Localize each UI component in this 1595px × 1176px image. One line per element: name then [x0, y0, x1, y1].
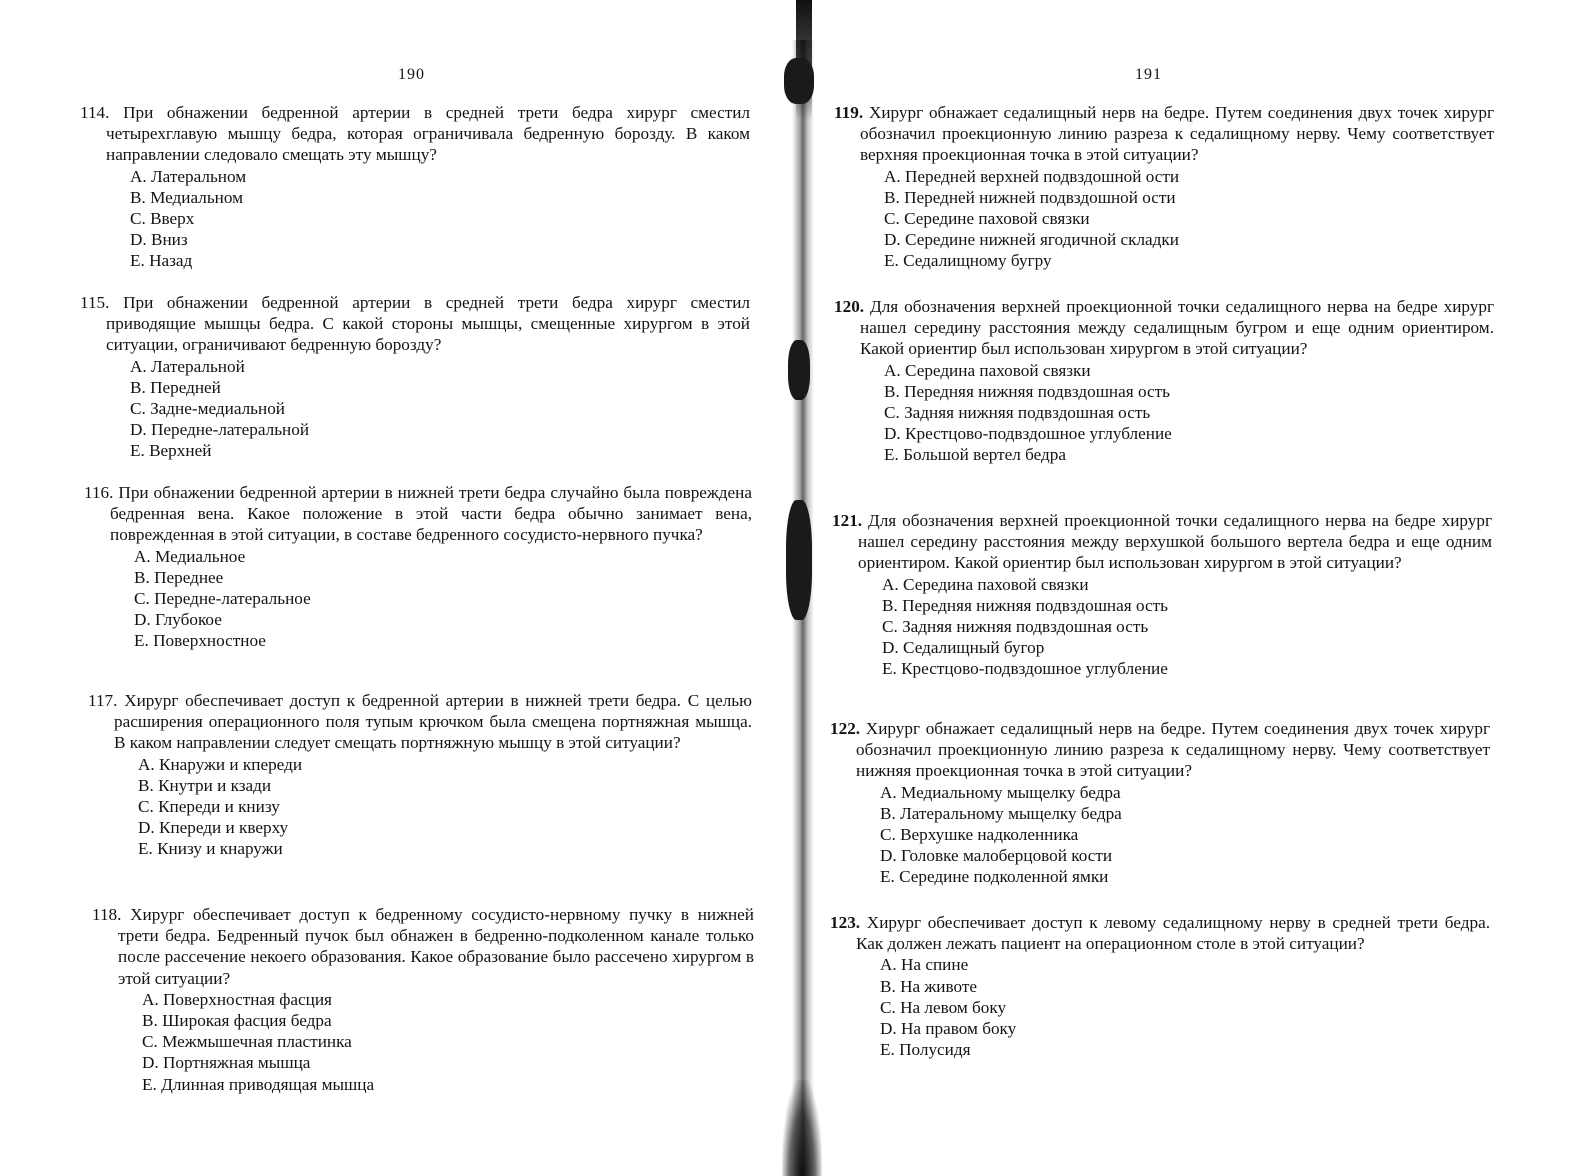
option-b: B. Широкая фасция бедра — [142, 1011, 332, 1031]
option-b: B. Передняя нижняя подвздошная ость — [884, 381, 1170, 401]
question-text: При обнажении бедренной артерии в средней трети бедра хирург сместил приводящие мышцы бедра. С какой стороны мышцы, смещенные хирургом в этой ситуации, ограничивают бедренную борозду? — [106, 293, 750, 355]
question-121 — [832, 510, 1492, 680]
option-d: D. Глубокое — [134, 610, 222, 630]
option-c: C. Межмышечная пластинка — [142, 1032, 352, 1052]
option-a: A. Середина паховой связки — [884, 360, 1091, 380]
question-114 — [80, 102, 750, 272]
question-122 — [830, 718, 1490, 888]
question-text: Хирург обеспечивает доступ к бедренному сосудисто-нервному пучку в нижней трети бедра. Бедренный пучок был обнажен в бедренно-подколенном канале только после рассечение некоего образования. Какое образование было рассечено хирургом в этой ситуации? — [118, 905, 754, 988]
question-text: При обнажении бедренной артерии в нижней трети бедра случайно была повреждена бедренная вена. Какое положение в этой части бедра обычно занимает вена, поврежденная в этой ситуации, в составе бедренного сосудисто-нервного пучка? — [110, 483, 753, 545]
option-d: D. Седалищный бугор — [882, 638, 1045, 658]
option-c: C. Кпереди и книзу — [138, 797, 280, 817]
option-d: D. Передне-латеральной — [130, 420, 310, 440]
option-a: A. Кнаружи и кпереди — [138, 754, 303, 774]
question-number: 117. — [88, 691, 118, 710]
option-a: A. Медиальному мыщелку бедра — [880, 782, 1121, 802]
answer-options — [830, 782, 1490, 888]
option-b: B. Передней нижней подвздошной ости — [884, 187, 1176, 207]
option-b: B. Передней — [130, 377, 221, 397]
question-number: 121. — [832, 511, 863, 530]
question-number: 119. — [834, 103, 864, 122]
option-d: D. Головке малоберцовой кости — [880, 846, 1113, 866]
option-b: B. Латеральному мыщелку бедра — [880, 803, 1122, 823]
option-c: C. Передне-латеральное — [134, 589, 311, 609]
option-b: B. Переднее — [134, 567, 224, 587]
option-c: C. Верхушке надколенника — [880, 825, 1079, 845]
option-e: E. Длинная приводящая мышца — [142, 1074, 375, 1094]
option-c: C. Вверх — [130, 209, 195, 229]
option-e: E. Поверхностное — [134, 631, 266, 651]
question-number: 122. — [830, 719, 861, 738]
right-page — [800, 0, 1595, 1176]
question-text: При обнажении бедренной артерии в средней трети бедра хирург сместил четырехглавую мышцу бедра, которая ограничивала бедренную борозду. В каком направлении следовало смещать эту мышцу? — [106, 103, 750, 165]
answer-options — [832, 574, 1492, 680]
answer-options — [80, 166, 750, 272]
question-number: 115. — [80, 293, 110, 312]
question-text: Хирург обеспечивает доступ к бедренной артерии в нижней трети бедра. С целью расширения операционного поля тупым крючком была смещена портняжная мышца. В каком направлении следует смещать портняжную мышцу в этой ситуации? — [114, 691, 752, 753]
option-e: E. Крестцово-подвздошное углубление — [882, 659, 1168, 679]
question-number: 114. — [80, 103, 110, 122]
option-d: D. Портняжная мышца — [142, 1053, 311, 1073]
option-c: C. Задняя нижняя подвздошная ость — [884, 403, 1151, 423]
question-115 — [80, 292, 750, 462]
question-number: 123. — [830, 913, 861, 932]
option-d: D. Середине нижней ягодичной складки — [884, 230, 1179, 250]
question-text: Для обозначения верхней проекционной точки седалищного нерва на бедре хирург нашел середину расстояния между верхушкой большого вертела бедра и еще одним ориентиром. Какой ориентир был использован хирургом в этой ситуации? — [858, 511, 1492, 573]
option-c: C. Задне-медиальной — [130, 399, 286, 419]
option-e: E. Большой вертел бедра — [884, 445, 1066, 465]
answer-options — [834, 166, 1494, 272]
question-117 — [88, 690, 752, 860]
option-a: A. Латеральном — [130, 166, 247, 186]
page-number: 190 — [398, 66, 425, 83]
option-d: D. Вниз — [130, 230, 188, 250]
question-text: Хирург обеспечивает доступ к левому седалищному нерву в средней трети бедра. Как должен лежать пациент на операционном столе в этой ситуации? — [856, 913, 1490, 954]
option-e: E. Назад — [130, 251, 193, 271]
question-number: 120. — [834, 297, 865, 316]
question-number: 116. — [84, 483, 114, 502]
option-c: C. Середине паховой связки — [884, 209, 1090, 229]
option-a: A. Поверхностная фасция — [142, 989, 332, 1009]
question-119 — [834, 102, 1494, 272]
answer-options — [92, 989, 754, 1095]
left-page — [0, 0, 790, 1176]
option-b: B. На животе — [880, 976, 977, 996]
question-123 — [830, 912, 1490, 1060]
answer-options — [830, 954, 1490, 1060]
option-b: B. Медиальном — [130, 187, 243, 207]
answer-options — [88, 754, 752, 860]
question-text: Хирург обнажает седалищный нерв на бедре. Путем соединения двух точек хирург обозначил проекционную линию разреза к седалищному нерву. Чему соответствует нижняя проекционная точка в этой ситуации? — [856, 719, 1490, 781]
option-a: A. На спине — [880, 955, 969, 975]
option-e: E. Середине подколенной ямки — [880, 867, 1109, 887]
option-e: E. Седалищному бугру — [884, 251, 1052, 271]
option-d: D. Крестцово-подвздошное углубление — [884, 424, 1172, 444]
option-a: A. Передней верхней подвздошной ости — [884, 166, 1180, 186]
option-c: C. Задняя нижняя подвздошная ость — [882, 617, 1149, 637]
question-text: Для обозначения верхней проекционной точки седалищного нерва на бедре хирург нашел середину расстояния между седалищным бугром и еще одним ориентиром. Какой ориентир был использован хирургом в этой ситуации? — [860, 297, 1494, 359]
question-118 — [92, 904, 754, 1095]
answer-options — [84, 546, 752, 652]
option-e: E. Верхней — [130, 441, 212, 461]
option-b: B. Кнутри и кзади — [138, 775, 272, 795]
page-number: 191 — [1135, 66, 1162, 83]
option-e: E. Полусидя — [880, 1040, 971, 1060]
option-e: E. Книзу и кнаружи — [138, 839, 283, 859]
question-number: 118. — [92, 905, 122, 924]
option-a: A. Латеральной — [130, 356, 245, 376]
answer-options — [80, 356, 750, 462]
option-b: B. Передняя нижняя подвздошная ость — [882, 595, 1168, 615]
option-d: D. На правом боку — [880, 1019, 1017, 1039]
option-d: D. Кпереди и кверху — [138, 818, 289, 838]
option-a: A. Медиальное — [134, 546, 246, 566]
option-a: A. Середина паховой связки — [882, 574, 1089, 594]
question-text: Хирург обнажает седалищный нерв на бедре. Путем соединения двух точек хирург обозначил проекционную линию разреза к седалищному нерву. Чему соответствует верхняя проекционная точка в этой ситуации? — [860, 103, 1494, 165]
option-c: C. На левом боку — [880, 997, 1007, 1017]
answer-options — [834, 360, 1494, 466]
question-116 — [84, 482, 752, 652]
question-120 — [834, 296, 1494, 466]
